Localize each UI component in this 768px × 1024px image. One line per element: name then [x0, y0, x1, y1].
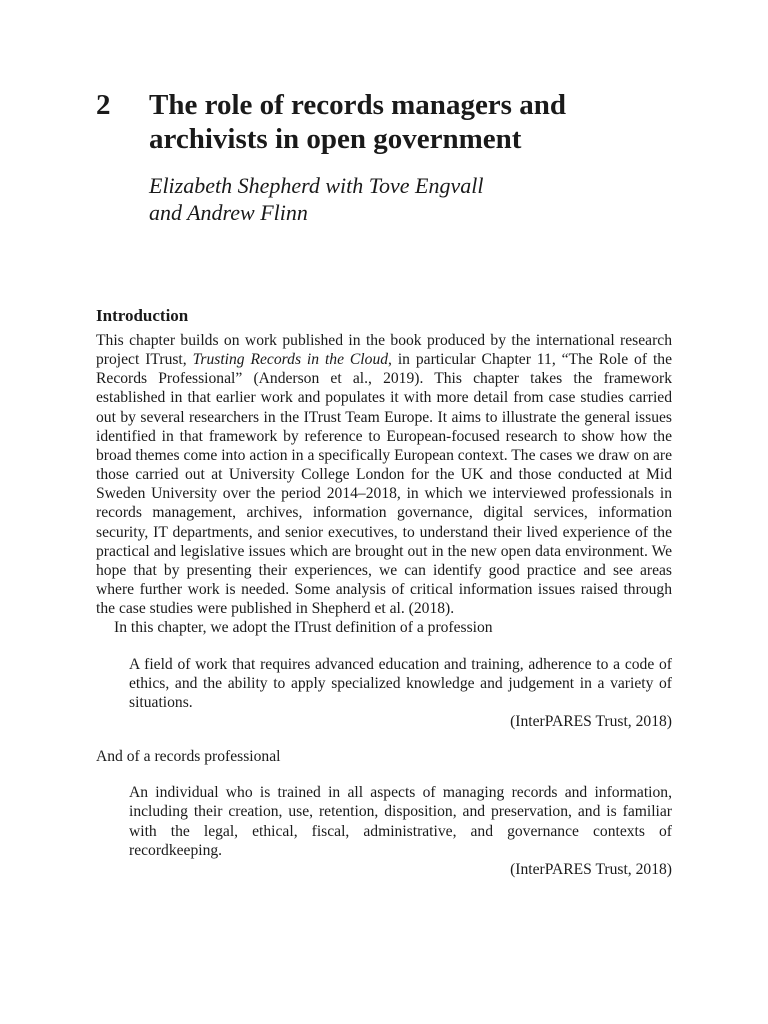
paragraph-3: And of a records professional	[96, 748, 281, 766]
paragraph-1-text-a: This chapter builds on work published in the book produced by the international research project ITrust,	[96, 332, 672, 369]
quote-records-professional-text: An individual who is trained in all aspects of managing records and information, including their creation, use, retention, disposition, and preservation, and is familiar with the legal, ethical, fiscal, administrative, and governance contexts of recordkeeping.	[129, 784, 672, 859]
paragraph-1-text-b: , in particular Chapter 11, “The Role of the Records Professional” (Anderson et al., 2019). This chapter takes the framework established in that earlier work and populates it with more detail from case studies carried out by several researchers in the ITrust Team Europe. It aims to illustrate the general issues identified in that framework by reference to European-focused research to show how the broad themes come into action in a specifically European context. The cases we draw on are those carried out at University College London for the UK and those conducted at Mid Sweden University over the period 2014–2018, in which we interviewed professionals in records management, archives, information governance, digital services, information security, IT departments, and senior executives, to understand their lived experience of the practical and legislative issues which are brought out in the new open data environment. We hope that by presenting their experiences, we can identify good practice and see areas where further work is needed. Some analysis of critical information issues raised through the case studies were published in Shepherd et al. (2018).	[96, 351, 673, 618]
section-heading: Introduction	[96, 306, 189, 325]
paragraph-2: In this chapter, we adopt the ITrust definition of a profession	[114, 619, 493, 637]
authors-line-1: Elizabeth Shepherd with Tove Engvall	[149, 173, 484, 198]
quote-profession-citation: (InterPARES Trust, 2018)	[510, 712, 672, 730]
block-quote-profession	[129, 655, 672, 732]
quote-profession-text: A field of work that requires advanced education and training, adherence to a code of ethics, and the ability to apply specialized knowledge and judgement in a variety of situations.	[129, 655, 672, 711]
book-title-italic: Trusting Records in the Cloud	[192, 351, 389, 369]
chapter-authors	[149, 172, 679, 226]
quote-records-professional-citation: (InterPARES Trust, 2018)	[510, 860, 672, 878]
chapter-title: The role of records managers and archivists in open government	[149, 89, 566, 155]
block-quote-records-professional	[129, 783, 672, 879]
chapter-number: 2	[96, 89, 111, 121]
body-text	[96, 331, 672, 879]
paragraph-1	[96, 331, 672, 618]
authors-line-2: and Andrew Flinn	[149, 200, 308, 225]
